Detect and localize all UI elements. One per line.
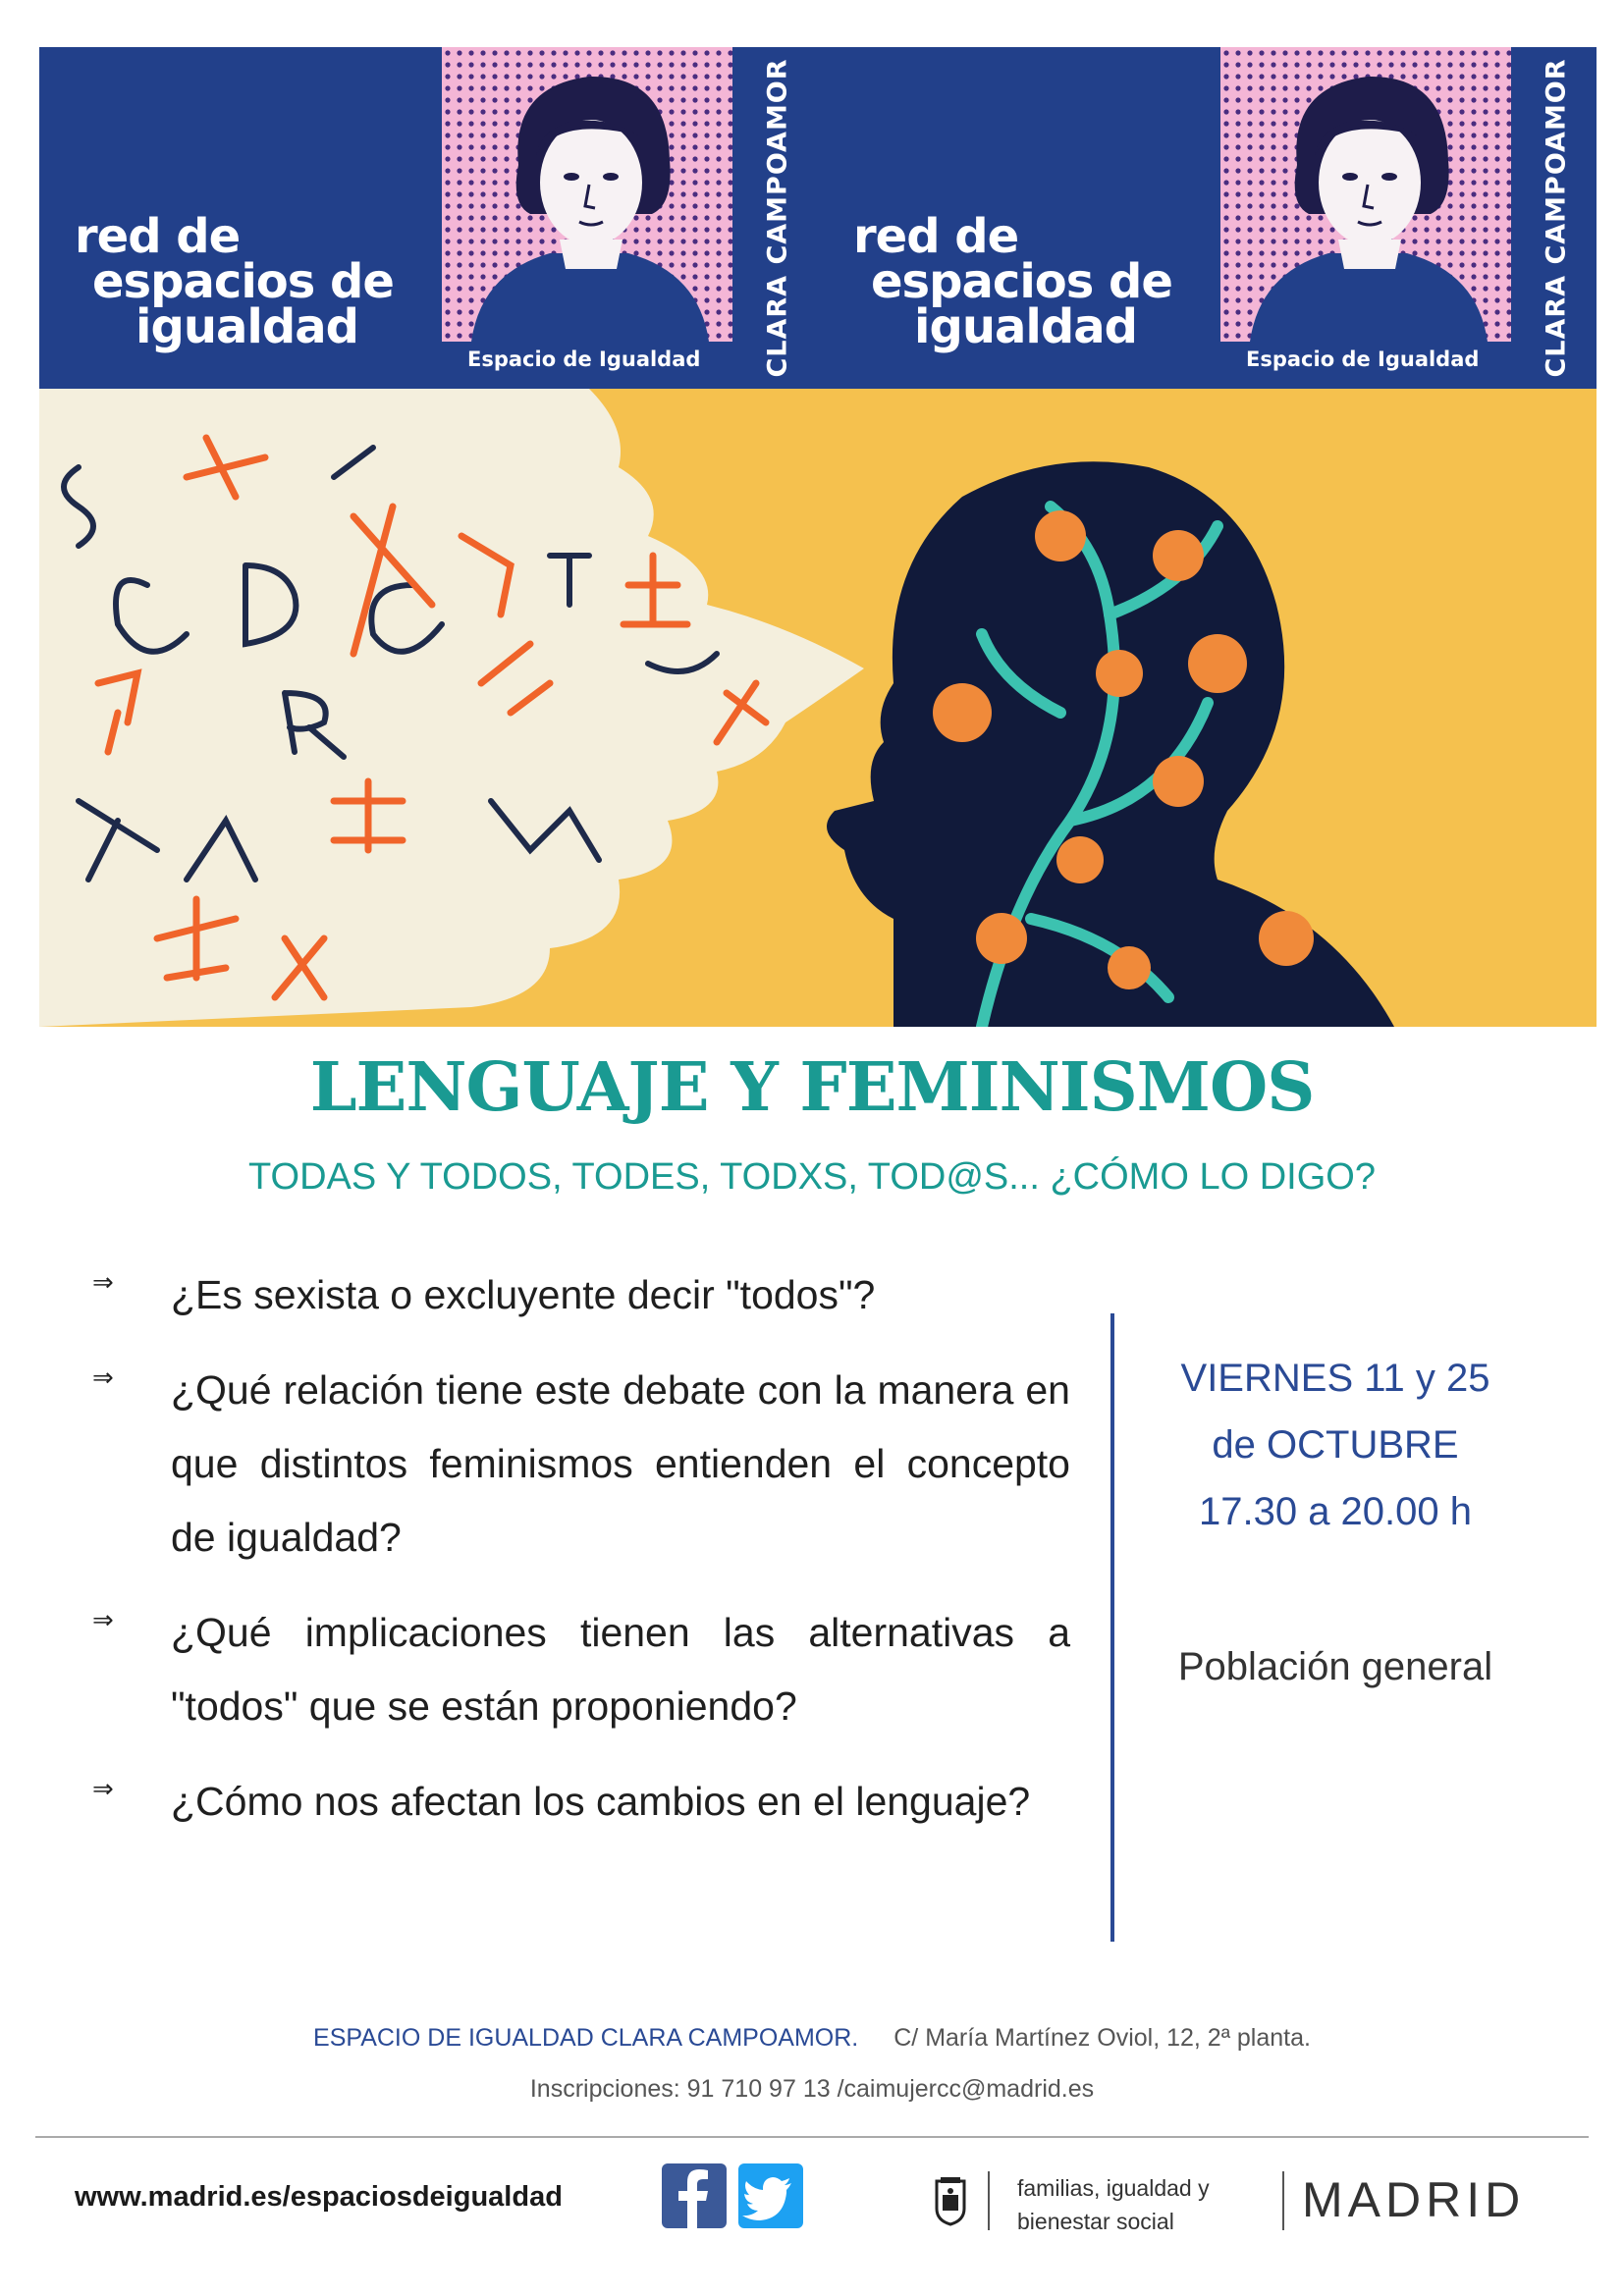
- inscriptions-info[interactable]: Inscripciones: 91 710 97 13 /caimujercc@madrid.es: [529, 2075, 1095, 2103]
- vertical-name-block: [746, 47, 809, 389]
- madrid-logo-text: MADRID: [1302, 2172, 1526, 2227]
- banner-logo-block: [818, 47, 1597, 389]
- logo-line: espacios de: [871, 254, 1172, 309]
- department-name: [1017, 2171, 1210, 2238]
- venue-address: [0, 2024, 1624, 2053]
- footer-divider: [35, 2136, 1589, 2138]
- facebook-icon[interactable]: [662, 2163, 727, 2228]
- madrid-crest-icon: [933, 2175, 968, 2226]
- page-subtitle: TODAS Y TODOS, TODES, TODXS, TOD@S... ¿CÓMO LO DIGO?: [248, 1156, 1376, 1198]
- website-link[interactable]: www.madrid.es/espaciosdeigualdad: [75, 2181, 563, 2213]
- espacio-label: Espacio de Igualdad: [1246, 347, 1480, 371]
- logo-line: espacios de: [92, 254, 394, 309]
- red-espacios-logo: [75, 209, 394, 354]
- vertical-name-block: [1525, 47, 1588, 389]
- question-text: ¿Cómo nos afectan los cambios en el lenguaje?: [171, 1779, 1031, 1824]
- question-text: ¿Qué relación tiene este debate con la manera en que distintos feminismos entienden el concepto de igualdad?: [171, 1367, 1070, 1560]
- banner-logo-block: [39, 47, 818, 389]
- street-address: C/ María Martínez Oviol, 12, 2ª planta.: [893, 2024, 1311, 2052]
- double-arrow-icon: ⇒: [92, 1606, 114, 1635]
- list-item: [88, 1354, 1070, 1575]
- logo-line: red de: [853, 209, 1019, 264]
- question-list: [88, 1258, 1070, 1860]
- footer-separator: [1282, 2171, 1284, 2230]
- vertical-name: CLARA CAMPOAMOR: [1541, 58, 1572, 378]
- logo-line: igualdad: [914, 299, 1137, 354]
- audience-text: Población general: [1177, 1645, 1493, 1688]
- double-arrow-icon: ⇒: [92, 1363, 114, 1393]
- department-line: bienestar social: [1017, 2209, 1174, 2234]
- logo-line: red de: [75, 209, 241, 264]
- header-banner: [39, 47, 1597, 389]
- audience-block: [1129, 1645, 1542, 1689]
- portrait-image: [1220, 47, 1511, 381]
- portrait-image: [442, 47, 732, 381]
- twitter-icon[interactable]: [738, 2163, 803, 2228]
- department-line: familias, igualdad y: [1017, 2175, 1210, 2201]
- schedule-month: de OCTUBRE: [1212, 1423, 1459, 1467]
- schedule-days: VIERNES 11 y 25: [1180, 1357, 1490, 1400]
- list-item: [88, 1258, 1070, 1332]
- language-illustration: [39, 389, 1597, 1027]
- espacio-label: Espacio de Igualdad: [467, 347, 701, 371]
- question-text: ¿Es sexista o excluyente decir "todos"?: [171, 1272, 876, 1317]
- vertical-name: CLARA CAMPOAMOR: [762, 58, 793, 378]
- schedule-time: 17.30 a 20.00 h: [1198, 1490, 1473, 1533]
- venue-name: ESPACIO DE IGUALDAD CLARA CAMPOAMOR.: [313, 2024, 859, 2052]
- list-item: [88, 1596, 1070, 1743]
- footer-separator: [988, 2171, 990, 2230]
- page-title: LENGUAJE Y FEMINISMOS: [309, 1048, 1315, 1127]
- list-item: [88, 1765, 1070, 1839]
- divider-line: [1110, 1313, 1114, 1942]
- double-arrow-icon: ⇒: [92, 1268, 114, 1298]
- red-espacios-logo: [853, 209, 1172, 354]
- schedule-block: [1129, 1345, 1542, 1545]
- double-arrow-icon: ⇒: [92, 1775, 114, 1804]
- logo-line: igualdad: [135, 299, 358, 354]
- question-text: ¿Qué implicaciones tienen las alternativas a "todos" que se están proponiendo?: [171, 1610, 1070, 1729]
